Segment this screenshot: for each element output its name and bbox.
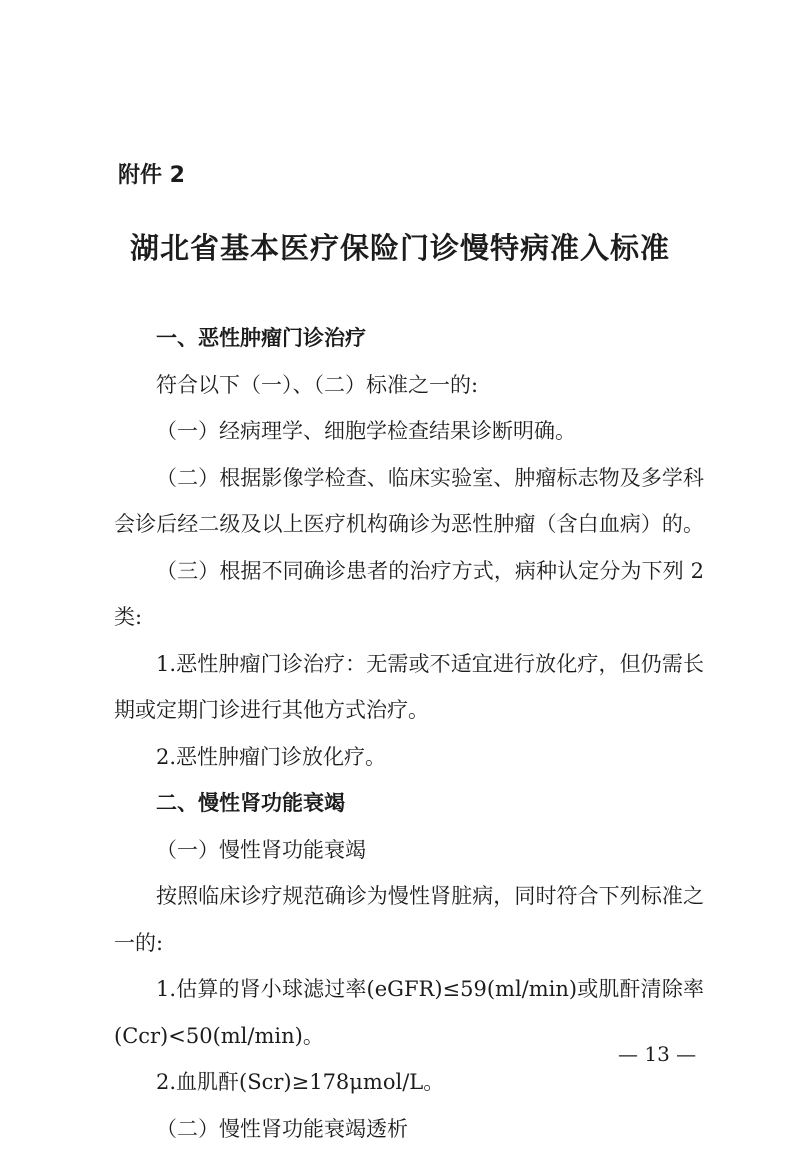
paragraph-line: 1.估算的肾小球滤过率(eGFR)≤59(ml/min)或肌酐清除率 [114, 966, 704, 1013]
subsection-heading: （一）慢性肾功能衰竭 [114, 827, 704, 874]
paragraph-line: （三）根据不同确诊患者的治疗方式，病种认定分为下列 2 [114, 548, 704, 595]
paragraph-line: (Ccr)<50(ml/min)。 [114, 1013, 704, 1060]
section-heading-malignant-tumor: 一、恶性肿瘤门诊治疗 [114, 315, 704, 362]
paragraph-line: 会诊后经二级及以上医疗机构确诊为恶性肿瘤（含白血病）的。 [114, 501, 704, 548]
paragraph-line: 按照临床诊疗规范确诊为慢性肾脏病，同时符合下列标准之 [114, 873, 704, 920]
page-number: — 13 — [618, 1042, 696, 1066]
section-heading-chronic-renal-failure: 二、慢性肾功能衰竭 [114, 780, 704, 827]
paragraph-line: 期或定期门诊进行其他方式治疗。 [114, 687, 704, 734]
attachment-label: 附件 2 [118, 158, 185, 189]
paragraph-line: 符合以下（一）、（二）标准之一的: [114, 362, 704, 409]
paragraph-line: 1.恶性肿瘤门诊治疗：无需或不适宜进行放化疗，但仍需长 [114, 641, 704, 688]
paragraph-line: （二）根据影像学检查、临床实验室、肿瘤标志物及多学科 [114, 455, 704, 502]
paragraph-line: 2.血肌酐(Scr)≥178μmol/L。 [114, 1059, 704, 1106]
paragraph-line: 一的: [114, 920, 704, 967]
document-body [114, 315, 704, 1152]
paragraph-line: （一）经病理学、细胞学检查结果诊断明确。 [114, 408, 704, 455]
paragraph-line: 2.恶性肿瘤门诊放化疗。 [114, 734, 704, 781]
subsection-heading: （二）慢性肾功能衰竭透析 [114, 1106, 704, 1152]
document-title: 湖北省基本医疗保险门诊慢特病准入标准 [0, 226, 800, 267]
paragraph-line: 类: [114, 594, 704, 641]
